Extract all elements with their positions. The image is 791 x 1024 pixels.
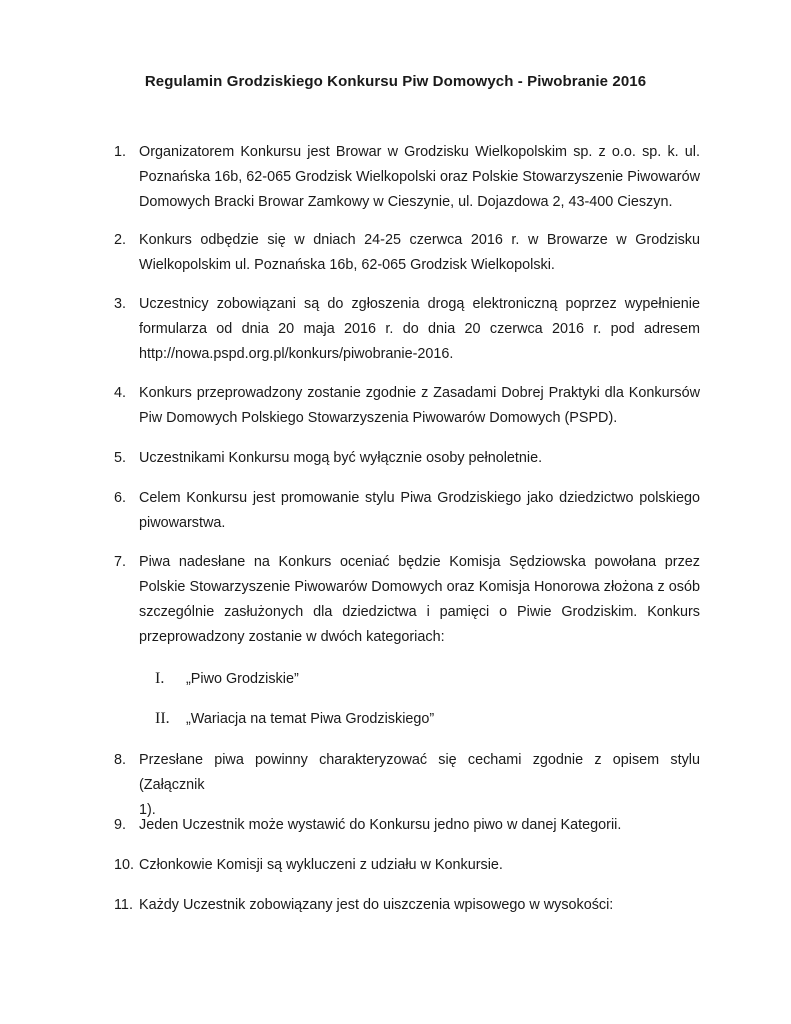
item-line: Członkowie Komisji są wykluczeni z udziału w Konkursie. — [139, 857, 503, 873]
item-number: 5. — [114, 450, 127, 466]
item-line: szczególnie zasłużonych dla dziedzictwa i pamięci o Piwie Grodziskim. Konkurs — [139, 604, 700, 620]
item-line: Celem Konkursu jest promowanie stylu Piwa Grodziskiego jako dziedzictwo polskiego — [139, 490, 700, 506]
item-line: Przesłane piwa powinny charakteryzować się cechami zgodnie z opisem stylu (Załącznik — [139, 752, 700, 793]
item-line: Organizatorem Konkursu jest Browar w Grodzisku Wielkopolskim sp. z o.o. sp. k. ul. — [139, 144, 700, 160]
category-roman-numeral: I. — [155, 670, 165, 687]
item-number: 9. — [114, 817, 127, 833]
item-line: piwowarstwa. — [139, 515, 226, 531]
item-number: 3. — [114, 296, 127, 312]
list-item — [114, 853, 700, 878]
list-item — [114, 813, 700, 838]
item-line: Konkurs odbędzie się w dniach 24-25 czerwca 2016 r. w Browarze w Grodzisku — [139, 232, 700, 248]
item-number: 4. — [114, 385, 127, 401]
list-item — [114, 292, 700, 367]
item-line: Wielkopolskim ul. Poznańska 16b, 62-065 Grodzisk Wielkopolski. — [139, 257, 555, 273]
category-label: „Wariacja na temat Piwa Grodziskiego” — [186, 711, 435, 727]
item-line: Konkurs przeprowadzony zostanie zgodnie z Zasadami Dobrej Praktyki dla Konkursów — [139, 385, 700, 401]
list-item — [114, 748, 700, 823]
item-line: Uczestnikami Konkursu mogą być wyłącznie osoby pełnoletnie. — [139, 450, 543, 466]
list-item — [114, 446, 700, 471]
item-number: 1. — [114, 144, 127, 160]
item-number: 10. — [114, 857, 135, 873]
item-line: przeprowadzony zostanie w dwóch kategoriach: — [139, 629, 445, 645]
item-line: Jeden Uczestnik może wystawić do Konkursu jedno piwo w danej Kategorii. — [139, 817, 622, 833]
list-item — [114, 550, 700, 650]
item-line: http://nowa.pspd.org.pl/konkurs/piwobranie-2016. — [139, 346, 454, 362]
item-line: Uczestnicy zobowiązani są do zgłoszenia drogą elektroniczną poprzez wypełnienie — [139, 296, 700, 312]
item-line: Każdy Uczestnik zobowiązany jest do uiszczenia wpisowego w wysokości: — [139, 897, 614, 913]
list-item — [114, 893, 700, 918]
item-line: Poznańska 16b, 62-065 Grodzisk Wielkopolski oraz Polskie Stowarzyszenie Piwowarów — [139, 169, 700, 185]
item-number: 6. — [114, 490, 127, 506]
item-line: 1). — [139, 802, 156, 818]
list-item — [114, 140, 700, 215]
item-line: Domowych Bracki Browar Zamkowy w Cieszynie, ul. Dojazdowa 2, 43-400 Cieszyn. — [139, 194, 673, 210]
list-item — [114, 381, 700, 431]
item-number: 7. — [114, 554, 127, 570]
list-item — [114, 228, 700, 278]
item-line: Piwa nadesłane na Konkurs oceniać będzie Komisja Sędziowska powołana przez — [139, 554, 700, 570]
item-line: Polskie Stowarzyszenie Piwowarów Domowych oraz Komisja Honorowa złożona z osób — [139, 579, 700, 595]
list-item — [114, 486, 700, 536]
item-line: formularza od dnia 20 maja 2016 r. do dnia 20 czerwca 2016 r. pod adresem — [139, 321, 700, 337]
item-number: 2. — [114, 232, 127, 248]
item-number: 8. — [114, 752, 127, 768]
item-number: 11. — [114, 897, 133, 913]
category-label: „Piwo Grodziskie” — [186, 671, 299, 687]
document-title: Regulamin Grodziskiego Konkursu Piw Domowych - Piwobranie 2016 — [144, 73, 647, 90]
category-roman-numeral: II. — [155, 710, 170, 727]
item-line: Piw Domowych Polskiego Stowarzyszenia Piwowarów Domowych (PSPD). — [139, 410, 618, 426]
